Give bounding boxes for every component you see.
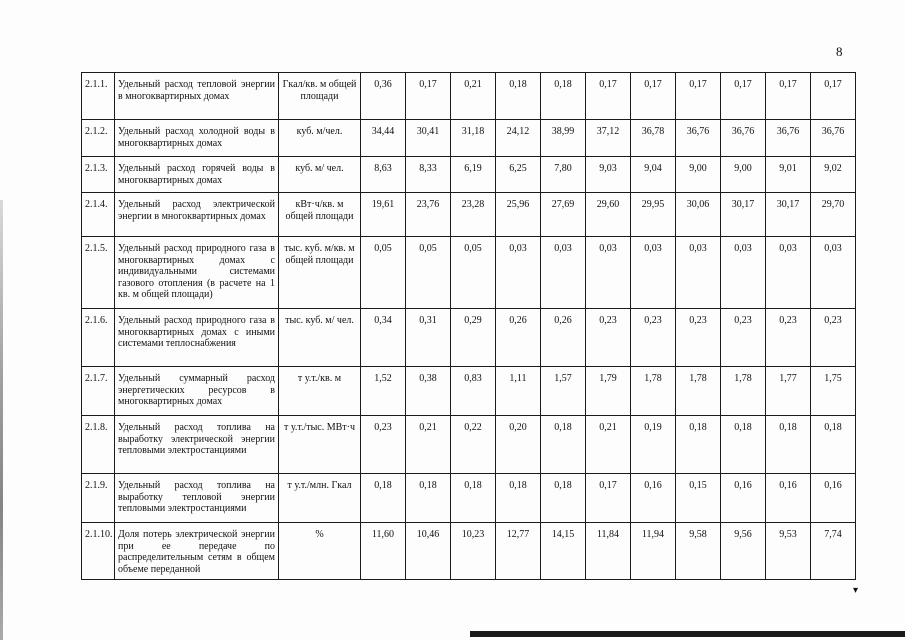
value-cell: 1,78 — [631, 367, 676, 416]
value-cell: 0,22 — [451, 416, 496, 474]
value-cell: 0,18 — [811, 416, 856, 474]
scan-left-edge — [0, 200, 3, 640]
value-cell: 1,77 — [766, 367, 811, 416]
value-cell: 0,03 — [586, 237, 631, 309]
value-cell: 30,06 — [676, 193, 721, 237]
value-cell: 0,23 — [721, 309, 766, 367]
value-cell: 23,76 — [406, 193, 451, 237]
value-cell: 0,18 — [361, 474, 406, 523]
value-cell: 0,17 — [586, 73, 631, 120]
table-body — [82, 73, 856, 580]
value-cell: 9,03 — [586, 157, 631, 193]
value-cell: 31,18 — [451, 120, 496, 157]
value-cell: 0,26 — [496, 309, 541, 367]
indicator-description: Удельный расход электрической энергии в многоквартирных домах — [115, 193, 279, 237]
value-cell: 1,52 — [361, 367, 406, 416]
value-cell: 0,03 — [541, 237, 586, 309]
value-cell: 9,56 — [721, 523, 766, 580]
row-number: 2.1.4. — [82, 193, 115, 237]
value-cell: 0,03 — [496, 237, 541, 309]
indicator-description: Доля потерь электрической энергии при ее передаче по распределительным сетям в общем объеме переданной — [115, 523, 279, 580]
unit-of-measure: т у.т./тыс. МВт·ч — [279, 416, 361, 474]
indicator-description: Удельный расход топлива на выработку электрической энергии тепловыми электростанциями — [115, 416, 279, 474]
value-cell: 0,29 — [451, 309, 496, 367]
indicator-description: Удельный расход природного газа в многоквартирных домах с индивидуальными системами газового отопления (в расчете на 1 кв. м общей площади) — [115, 237, 279, 309]
value-cell: 0,03 — [811, 237, 856, 309]
value-cell: 0,05 — [451, 237, 496, 309]
value-cell: 0,18 — [496, 474, 541, 523]
row-number: 2.1.9. — [82, 474, 115, 523]
value-cell: 38,99 — [541, 120, 586, 157]
unit-of-measure: т у.т./млн. Гкал — [279, 474, 361, 523]
value-cell: 0,38 — [406, 367, 451, 416]
unit-of-measure: Гкал/кв. м общей площади — [279, 73, 361, 120]
value-cell: 7,74 — [811, 523, 856, 580]
value-cell: 0,16 — [811, 474, 856, 523]
value-cell: 0,17 — [811, 73, 856, 120]
value-cell: 1,75 — [811, 367, 856, 416]
value-cell: 10,23 — [451, 523, 496, 580]
value-cell: 0,16 — [631, 474, 676, 523]
row-number: 2.1.3. — [82, 157, 115, 193]
value-cell: 0,17 — [766, 73, 811, 120]
unit-of-measure: тыс. куб. м/ чел. — [279, 309, 361, 367]
table-row — [82, 237, 856, 309]
value-cell: 0,18 — [406, 474, 451, 523]
value-cell: 0,18 — [676, 416, 721, 474]
table-row — [82, 193, 856, 237]
value-cell: 19,61 — [361, 193, 406, 237]
value-cell: 0,18 — [451, 474, 496, 523]
value-cell: 0,18 — [766, 416, 811, 474]
value-cell: 1,79 — [586, 367, 631, 416]
value-cell: 12,77 — [496, 523, 541, 580]
value-cell: 29,70 — [811, 193, 856, 237]
value-cell: 25,96 — [496, 193, 541, 237]
value-cell: 1,11 — [496, 367, 541, 416]
value-cell: 27,69 — [541, 193, 586, 237]
row-number: 2.1.5. — [82, 237, 115, 309]
value-cell: 0,36 — [361, 73, 406, 120]
value-cell: 30,17 — [721, 193, 766, 237]
table-row — [82, 120, 856, 157]
value-cell: 0,03 — [721, 237, 766, 309]
scan-mark: ▾ — [853, 585, 859, 596]
indicator-description: Удельный суммарный расход энергетических ресурсов в многоквартирных домах — [115, 367, 279, 416]
value-cell: 0,34 — [361, 309, 406, 367]
value-cell: 8,63 — [361, 157, 406, 193]
value-cell: 23,28 — [451, 193, 496, 237]
page-number: 8 — [836, 44, 843, 59]
table-row — [82, 309, 856, 367]
value-cell: 0,18 — [496, 73, 541, 120]
value-cell: 1,57 — [541, 367, 586, 416]
value-cell: 36,76 — [811, 120, 856, 157]
value-cell: 11,94 — [631, 523, 676, 580]
value-cell: 0,83 — [451, 367, 496, 416]
value-cell: 0,17 — [631, 73, 676, 120]
value-cell: 0,26 — [541, 309, 586, 367]
value-cell: 36,76 — [721, 120, 766, 157]
value-cell: 0,21 — [406, 416, 451, 474]
row-number: 2.1.1. — [82, 73, 115, 120]
table-row — [82, 474, 856, 523]
value-cell: 0,17 — [721, 73, 766, 120]
indicators-table — [81, 72, 856, 580]
row-number: 2.1.8. — [82, 416, 115, 474]
value-cell: 34,44 — [361, 120, 406, 157]
row-number: 2.1.7. — [82, 367, 115, 416]
value-cell: 30,17 — [766, 193, 811, 237]
table-row — [82, 157, 856, 193]
value-cell: 0,18 — [541, 73, 586, 120]
value-cell: 6,25 — [496, 157, 541, 193]
value-cell: 0,17 — [406, 73, 451, 120]
unit-of-measure: кВт·ч/кв. м общей площади — [279, 193, 361, 237]
value-cell: 9,58 — [676, 523, 721, 580]
unit-of-measure: т у.т./кв. м — [279, 367, 361, 416]
value-cell: 9,00 — [721, 157, 766, 193]
value-cell: 0,03 — [766, 237, 811, 309]
value-cell: 0,03 — [631, 237, 676, 309]
value-cell: 0,18 — [721, 416, 766, 474]
unit-of-measure: куб. м/чел. — [279, 120, 361, 157]
value-cell: 0,23 — [811, 309, 856, 367]
value-cell: 7,80 — [541, 157, 586, 193]
indicator-description: Удельный расход горячей воды в многоквартирных домах — [115, 157, 279, 193]
value-cell: 9,53 — [766, 523, 811, 580]
value-cell: 0,31 — [406, 309, 451, 367]
value-cell: 8,33 — [406, 157, 451, 193]
value-cell: 0,03 — [676, 237, 721, 309]
value-cell: 24,12 — [496, 120, 541, 157]
value-cell: 0,17 — [676, 73, 721, 120]
value-cell: 36,76 — [676, 120, 721, 157]
table-row — [82, 523, 856, 580]
value-cell: 0,21 — [451, 73, 496, 120]
value-cell: 0,16 — [721, 474, 766, 523]
unit-of-measure: куб. м/ чел. — [279, 157, 361, 193]
value-cell: 9,02 — [811, 157, 856, 193]
value-cell: 10,46 — [406, 523, 451, 580]
table-row — [82, 367, 856, 416]
value-cell: 29,60 — [586, 193, 631, 237]
value-cell: 0,18 — [541, 474, 586, 523]
unit-of-measure: % — [279, 523, 361, 580]
value-cell: 36,76 — [766, 120, 811, 157]
value-cell: 0,23 — [676, 309, 721, 367]
value-cell: 9,00 — [676, 157, 721, 193]
value-cell: 9,01 — [766, 157, 811, 193]
value-cell: 6,19 — [451, 157, 496, 193]
unit-of-measure: тыс. куб. м/кв. м общей площади — [279, 237, 361, 309]
value-cell: 14,15 — [541, 523, 586, 580]
value-cell: 11,84 — [586, 523, 631, 580]
value-cell: 37,12 — [586, 120, 631, 157]
value-cell: 1,78 — [676, 367, 721, 416]
value-cell: 0,17 — [586, 474, 631, 523]
row-number: 2.1.2. — [82, 120, 115, 157]
value-cell: 0,05 — [406, 237, 451, 309]
row-number: 2.1.6. — [82, 309, 115, 367]
value-cell: 0,05 — [361, 237, 406, 309]
value-cell: 0,23 — [766, 309, 811, 367]
value-cell: 0,18 — [541, 416, 586, 474]
value-cell: 0,15 — [676, 474, 721, 523]
value-cell: 0,16 — [766, 474, 811, 523]
value-cell: 0,23 — [586, 309, 631, 367]
value-cell: 0,21 — [586, 416, 631, 474]
row-number: 2.1.10. — [82, 523, 115, 580]
indicator-description: Удельный расход топлива на выработку тепловой энергии тепловыми электростанциями — [115, 474, 279, 523]
indicator-description: Удельный расход природного газа в многоквартирных домах с иными системами теплоснабжения — [115, 309, 279, 367]
value-cell: 11,60 — [361, 523, 406, 580]
indicator-description: Удельный расход холодной воды в многоквартирных домах — [115, 120, 279, 157]
value-cell: 36,78 — [631, 120, 676, 157]
value-cell: 0,20 — [496, 416, 541, 474]
value-cell: 29,95 — [631, 193, 676, 237]
value-cell: 9,04 — [631, 157, 676, 193]
indicator-description: Удельный расход тепловой энергии в многоквартирных домах — [115, 73, 279, 120]
value-cell: 1,78 — [721, 367, 766, 416]
value-cell: 0,19 — [631, 416, 676, 474]
value-cell: 0,23 — [631, 309, 676, 367]
table-row — [82, 416, 856, 474]
value-cell: 0,23 — [361, 416, 406, 474]
scan-bottom-bar — [470, 631, 905, 637]
value-cell: 30,41 — [406, 120, 451, 157]
table-row — [82, 73, 856, 120]
